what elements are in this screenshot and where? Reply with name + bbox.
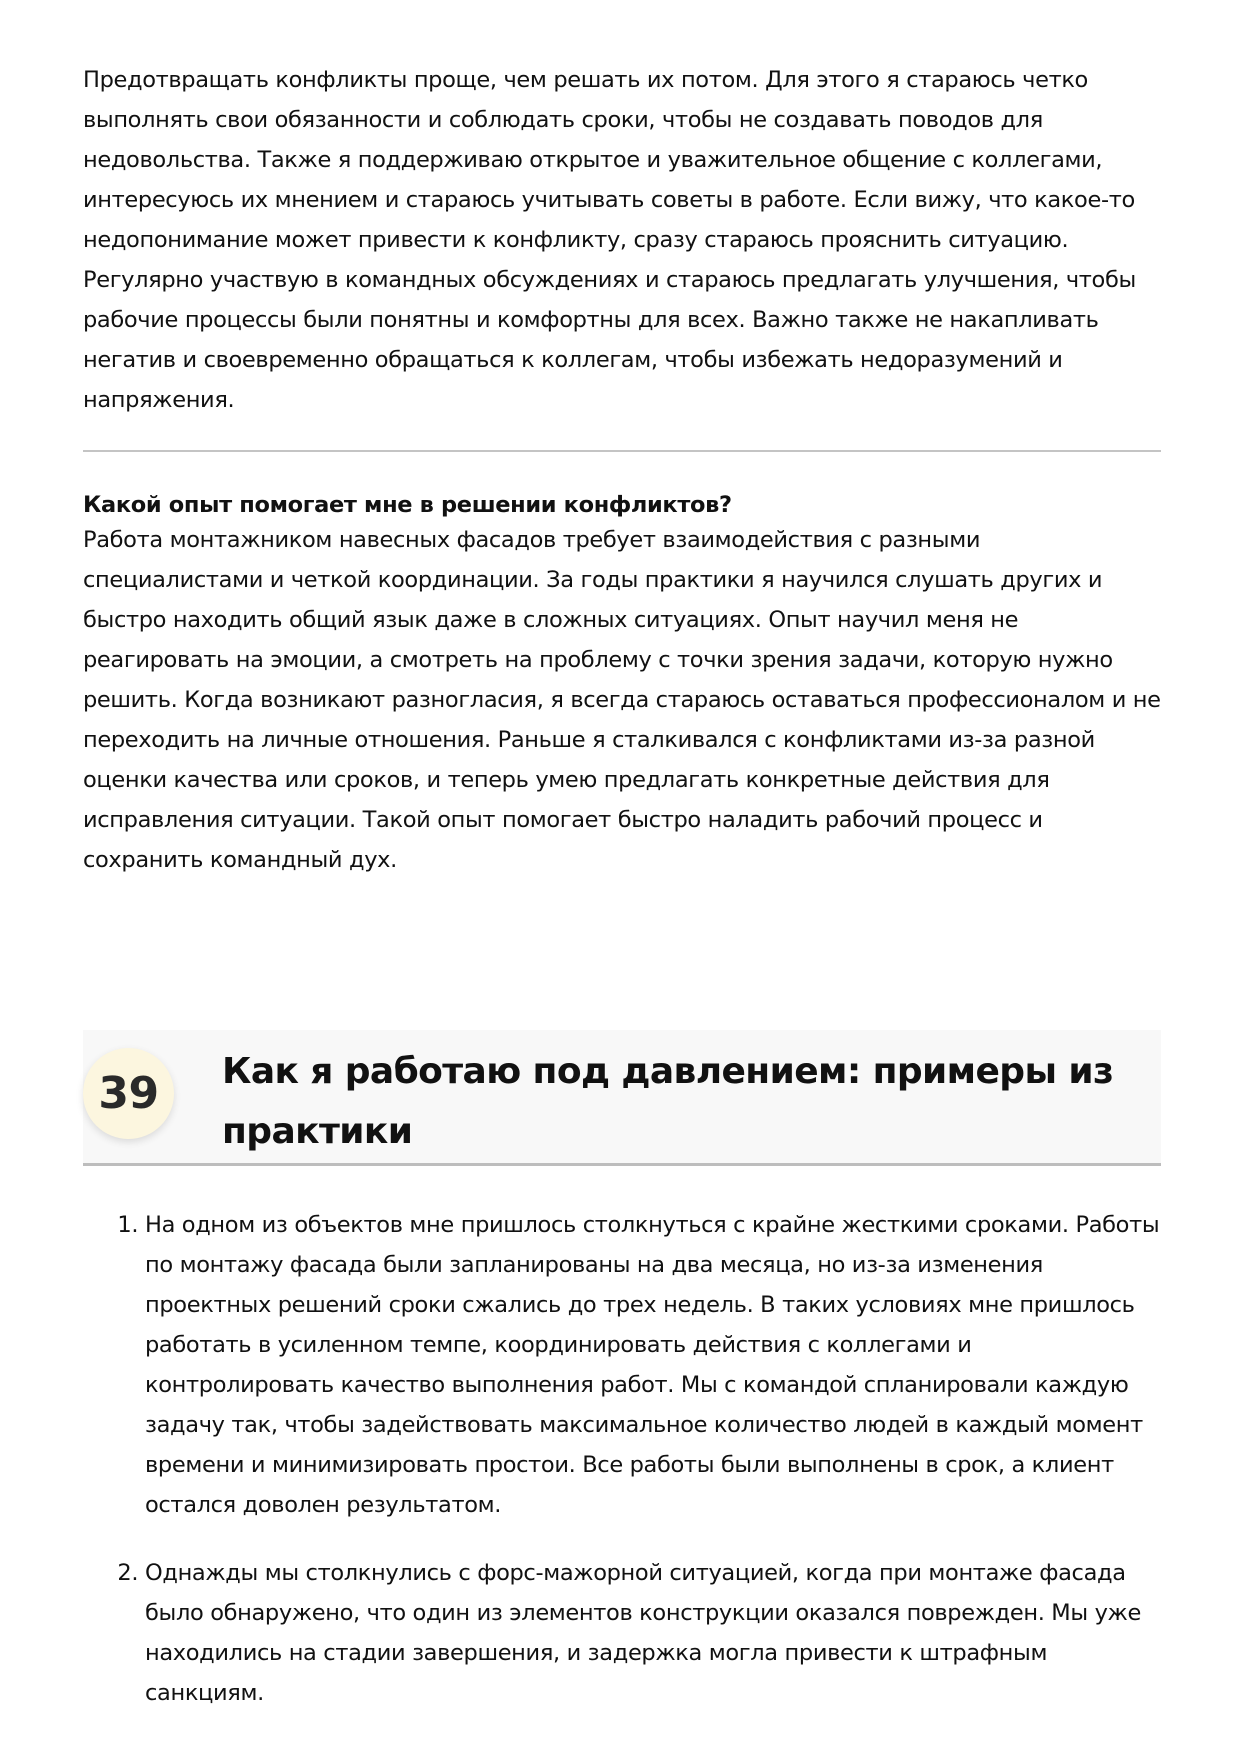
- section-number-badge: 39: [83, 1048, 174, 1139]
- document-page: [83, 60, 1161, 880]
- intro-paragraph: Предотвращать конфликты проще, чем решать их потом. Для этого я стараюсь четко выполнять свои обязанности и соблюдать сроки, чтобы не создавать поводов для недовольства. Также я поддерживаю открытое и уважительное общение с коллегами, интересуюсь их мнением и стараюсь учитывать советы в работе. Если вижу, что какое-то недопонимание может привести к конфликту, сразу стараюсь прояснить ситуацию. Регулярно участвую в командных обсуждениях и стараюсь предлагать улучшения, чтобы рабочие процессы были понятны и комфортны для всех. Важно также не накапливать негатив и своевременно обращаться к коллегам, чтобы избежать недоразумений и напряжения.: [83, 67, 1136, 413]
- examples-list: [83, 1205, 1161, 1741]
- list-item: 1. На одном из объектов мне пришлось столкнуться с крайне жесткими сроками. Работы по монтажу фасада были запланированы на два месяца, но из-за изменения проектных решений сроки сжались до трех недель. В таких условиях мне пришлось работать в усиленном темпе, координировать действия с коллегами и контролировать качество выполнения работ. Мы с командой спланировали каждую задачу так, чтобы задействовать максимальное количество людей в каждый момент времени и минимизировать простои. Все работы были выполнены в срок, а клиент остался доволен результатом.: [145, 1205, 1161, 1525]
- section-divider: [83, 450, 1161, 452]
- question-heading: Какой опыт помогает мне в решении конфликтов?: [83, 492, 732, 518]
- answer-paragraph: Работа монтажником навесных фасадов требует взаимодействия с разными специалистами и четкой координации. За годы практики я научился слушать других и быстро находить общий язык даже в сложных ситуациях. Опыт научил меня не реагировать на эмоции, а смотреть на проблему с точки зрения задачи, которую нужно решить. Когда возникают разногласия, я всегда стараюсь оставаться профессионалом и не переходить на личные отношения. Раньше я сталкивался с конфликтами из-за разной оценки качества или сроков, и теперь умею предлагать конкретные действия для исправления ситуации. Такой опыт помогает быстро наладить рабочий процесс и сохранить командный дух.: [83, 527, 1161, 873]
- section-header: [83, 1030, 1161, 1166]
- list-item: 2. Однажды мы столкнулись с форс-мажорной ситуацией, когда при монтаже фасада было обнаружено, что один из элементов конструкции оказался поврежден. Мы уже находились на стадии завершения, и задержка могла привести к штрафным санкциям.: [145, 1553, 1161, 1713]
- section-title: Как я работаю под давлением: примеры из практики: [222, 1051, 1114, 1152]
